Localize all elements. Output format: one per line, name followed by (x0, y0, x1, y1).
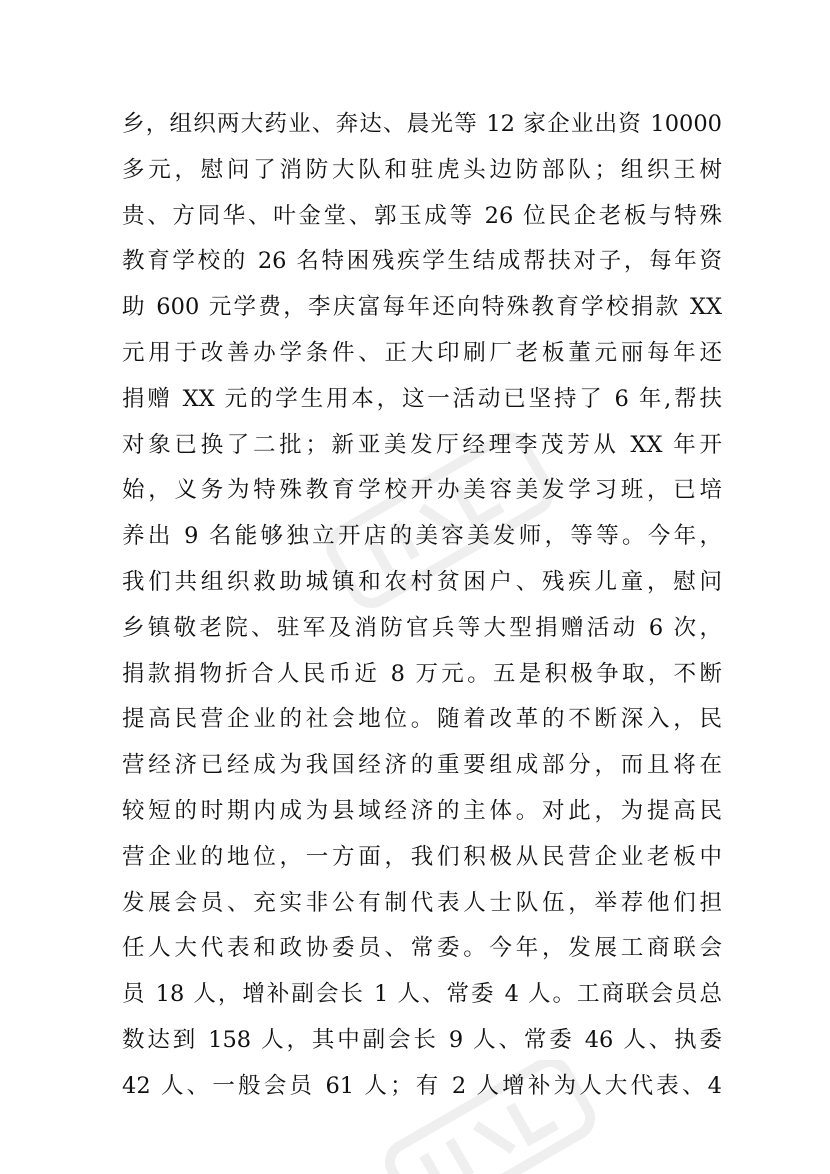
text-line: 任人大代表和政协委员、常委。今年，发展工商联会 (122, 935, 722, 962)
text-line: 我们共组织救助城镇和农村贫困户、残疾儿童，慰问 (122, 568, 722, 595)
text-line: 较短的时期内成为县域经济的主体。对此，为提高民 (122, 797, 722, 824)
text-line: 提高民营企业的社会地位。随着改革的不断深入，民 (122, 706, 722, 733)
text-line: 数达到 158 人，其中副会长 9 人、常委 46 人、执委 (122, 1026, 722, 1053)
text-line: 助 600 元学费，李庆富每年还向特殊教育学校捐款 XX (122, 294, 722, 321)
text-line: 员 18 人，增补副会长 1 人、常委 4 人。工商联会员总 (122, 981, 722, 1008)
text-line: 教育学校的 26 名特困残疾学生结成帮扶对子，每年资 (122, 248, 722, 275)
text-line: 捐赠 XX 元的学生用本，这一活动已坚持了 6 年,帮扶 (122, 385, 722, 412)
text-line: 始，义务为特殊教育学校开办美容美发学习班，已培 (122, 477, 722, 504)
text-line: 捐款捐物折合人民币近 8 万元。五是积极争取，不断 (122, 660, 722, 687)
body-text (122, 102, 722, 1110)
text-line: 贵、方同华、叶金堂、郭玉成等 26 位民企老板与特殊 (122, 202, 722, 229)
text-line: 养出 9 名能够独立开店的美容美发师，等等。今年， (122, 523, 722, 550)
text-line: 多元，慰问了消防大队和驻虎头边防部队；组织王树 (122, 156, 722, 183)
text-line: 营企业的地位，一方面，我们积极从民营企业老板中 (122, 843, 722, 870)
text-line: 乡，组织两大药业、奔达、晨光等 12 家企业出资 10000 (122, 111, 722, 137)
text-line: 营经济已经成为我国经济的重要组成部分，而且将在 (122, 752, 722, 779)
text-line: 乡镇敬老院、驻军及消防官兵等大型捐赠活动 6 次， (122, 614, 722, 641)
text-line: 元用于改善办学条件、正大印刷厂老板董元丽每年还 (122, 339, 722, 366)
text-line: 对象已换了二批；新亚美发厅经理李茂芳从 XX 年开 (122, 431, 722, 458)
text-line: 42 人、一般会员 61 人；有 2 人增补为人大代表、4 (122, 1072, 722, 1099)
text-line: 发展会员、充实非公有制代表人士队伍，举荐他们担 (122, 889, 722, 916)
